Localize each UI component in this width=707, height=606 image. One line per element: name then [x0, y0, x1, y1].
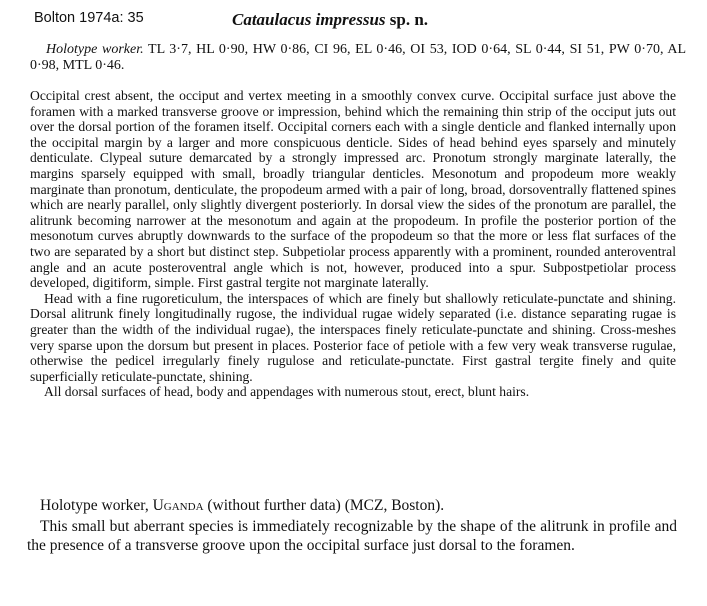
description-paragraph-pilosity: All dorsal surfaces of head, body and appendages with numerous stout, erect, blunt hairs. [44, 384, 530, 400]
holotype-measurements [30, 42, 686, 74]
type-locality-country: Uganda [152, 497, 204, 514]
diagnostic-remark: This small but aberrant species is immediately recognizable by the shape of the alitrunk in profile and the presence of a transverse groove upon the occipital surface just dorsal to the foramen. [27, 518, 677, 554]
citation-reference: Bolton 1974a: 35 [34, 10, 144, 26]
description-paragraph-structure: Occipital crest absent, the occiput and vertex meeting in a smoothly convex curve. Occipital surface just above the foramen with a marked transverse groove or impression, behind which the remaining thin strip of the occiput juts out over the dorsal portion of the foramen itself. Occipital corners each with a single denticle and flanked internally upon the occipital margin by a larger and more conspicuous denticle. Sides of head behind eyes sparsely and minutely denticulate. Clypeal suture demarcated by a strongly impressed arc. Pronotum strongly marginate laterally, the margins sparsely equipped with small, broadly triangular denticles. Mesonotum and propodeum more weakly marginate than pronotum, denticulate, the propodeum armed with a pair of long, broad, dorsoventrally flattened spines which are nearly parallel, only slightly divergent posteriorly. In dorsal view the sides of the pronotum are parallel, the alitrunk becoming narrower at the mesonotum and again at the propodeum. In profile the posterior portion of the mesonotum curves abruptly downwards to the surface of the propodeum so that the more or less flat surfaces of the two are separated by a short but distinct step. Subpetiolar process apparently with a prominent, rounded anteroventral angle and an acute posteroventral angle which is not, however, produced into a spur. Subpostpetiolar process developed, digitiform, simple. First gastral tergite not marginate laterally. [30, 88, 676, 291]
species-title [232, 10, 428, 30]
measurements-values: TL 3·7, HL 0·90, HW 0·86, CI 96, EL 0·46, OI 53, IOD 0·64, SL 0·44, SI 51, PW 0·70, AL 0·98, MTL 0·46. [30, 42, 687, 73]
type-locality-suffix: (without further data) (MCZ, Boston). [207, 497, 445, 514]
type-locality [40, 497, 676, 515]
type-locality-prefix: Holotype worker, [40, 497, 149, 514]
measurements-label: Holotype worker. [46, 42, 144, 57]
description-paragraph-sculpture: Head with a fine rugoreticulum, the interspaces of which are finely but shallowly reticulate-punctate and shining. Dorsal alitrunk finely longitudinally rugose, the individual rugae widely separated (i.e. distance separating rugae is greater than the width of the individual rugae), the interspaces finely reticulate-punctate and shining. Cross-meshes very sparse upon the dorsum but present in places. Posterior face of petiole with a few very weak transverse rugulae, otherwise the pedicel irregularly finely rugulose and reticulate-punctate. First gastral tergite finely and quite superficially reticulate-punctate, shining. [30, 290, 676, 384]
description-block [30, 88, 676, 400]
species-name: Cataulacus impressus [232, 10, 386, 29]
species-status: sp. n. [389, 10, 429, 29]
